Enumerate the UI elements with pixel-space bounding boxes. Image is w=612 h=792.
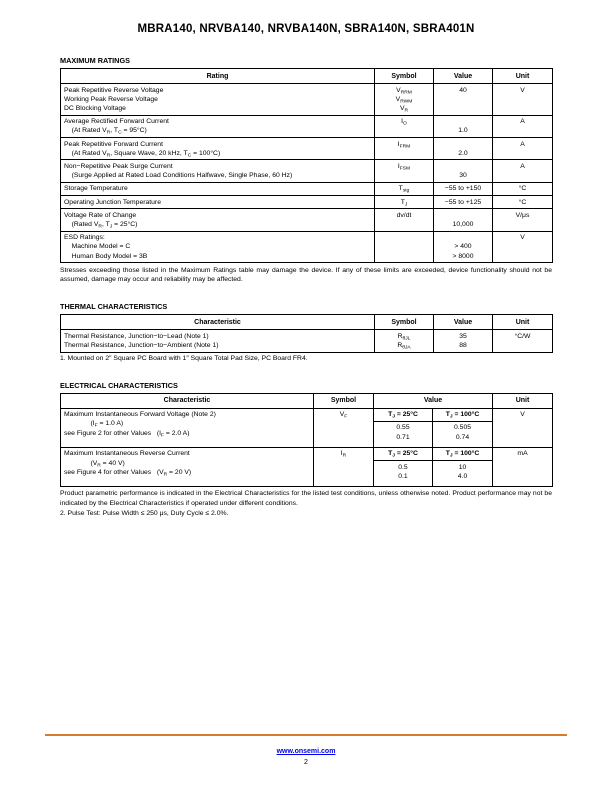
page-title: MBRA140, NRVBA140, NRVBA140N, SBRA140N, SBRA401N bbox=[137, 23, 475, 35]
rating-cell: Peak Repetitive Forward Current (At Rated $V_R$, Square Wave, 20 kHz, $T_C = 100^\circ C$) bbox=[61, 138, 375, 160]
table-row bbox=[61, 330, 553, 352]
table-header-row bbox=[61, 69, 553, 84]
thermal-footnote: 1. Mounted on 2″ Square PC Board with 1″ Square Total Pad Size, PC Board FR4. bbox=[60, 354, 308, 362]
value-cell: 35 88 bbox=[434, 330, 493, 352]
column-header: Unit bbox=[493, 69, 553, 84]
rating-cell: Voltage Rate of Change (Rated $V_R$, $T_J = 25^\circ C$) bbox=[61, 209, 375, 231]
symbol-cell: dv/dt bbox=[375, 209, 434, 231]
symbol-cell: $T_J$ bbox=[375, 196, 434, 209]
symbol-cell: $I_{FSM}$ bbox=[375, 160, 434, 182]
column-header: Symbol bbox=[314, 393, 374, 408]
column-header: Unit bbox=[493, 315, 553, 330]
table-header-row bbox=[61, 315, 553, 330]
unit-cell: mA bbox=[493, 447, 553, 486]
column-header: Symbol bbox=[375, 315, 434, 330]
thermal-characteristics-table bbox=[60, 314, 553, 352]
maximum-ratings-table bbox=[60, 68, 553, 263]
symbol-cell: $R_{\theta JL}$ $R_{\theta JA}$ bbox=[375, 330, 434, 352]
unit-cell: °C bbox=[493, 182, 553, 195]
symbol-cell: $V_{RRM}$ $V_{RWM}$ $V_R$ bbox=[375, 84, 434, 116]
rating-cell: Non−Repetitive Peak Surge Current (Surge Applied at Rated Load Conditions Halfwave, Single Phase, 60 Hz) bbox=[61, 160, 375, 182]
value-cell: 0.5 0.1 bbox=[374, 461, 433, 487]
table-row bbox=[61, 196, 553, 209]
table-row bbox=[61, 408, 553, 421]
unit-cell: °C bbox=[493, 196, 553, 209]
unit-cell: V bbox=[493, 408, 553, 447]
column-header: Value bbox=[434, 315, 493, 330]
column-header: Characteristic bbox=[61, 315, 375, 330]
footer-divider bbox=[45, 734, 567, 736]
table-row bbox=[61, 160, 553, 182]
condition-header-cell: $T_J = 25^\circ C$ bbox=[374, 447, 433, 460]
condition-header-cell: $T_J = 100^\circ C$ bbox=[433, 447, 493, 460]
value-cell: 10,000 bbox=[434, 209, 493, 231]
value-cell: −55 to +125 bbox=[434, 196, 493, 209]
page-content bbox=[60, 0, 552, 518]
symbol-cell: $V_F$ bbox=[314, 408, 374, 447]
table-row bbox=[61, 138, 553, 160]
value-cell: 40 bbox=[434, 84, 493, 116]
rating-cell: Peak Repetitive Reverse Voltage Working Peak Reverse Voltage DC Blocking Voltage bbox=[61, 84, 375, 116]
table-header-row bbox=[61, 393, 553, 408]
table-row bbox=[61, 447, 553, 460]
characteristic-cell: Maximum Instantaneous Reverse Current ($V_R = 40$ V) see Figure 4 for other Values ($V_R = 20$ V) bbox=[61, 447, 314, 486]
value-cell: 30 bbox=[434, 160, 493, 182]
column-header: Symbol bbox=[375, 69, 434, 84]
characteristic-cell: Maximum Instantaneous Forward Voltage (Note 2) ($I_F = 1.0$ A) see Figure 2 for other Values ($I_F = 2.0$ A) bbox=[61, 408, 314, 447]
value-cell: > 400 > 8000 bbox=[434, 231, 493, 263]
unit-cell: A bbox=[493, 115, 553, 137]
onsemi-website-link[interactable]: www.onsemi.com bbox=[276, 747, 336, 755]
page-footer bbox=[45, 734, 567, 767]
column-header: Rating bbox=[61, 69, 375, 84]
unit-cell: V bbox=[493, 231, 553, 263]
symbol-cell: $I_O$ bbox=[375, 115, 434, 137]
table-row bbox=[61, 84, 553, 116]
section-electrical-characteristics bbox=[60, 381, 552, 518]
value-cell: 2.0 bbox=[434, 138, 493, 160]
table-row bbox=[61, 231, 553, 263]
thermal-heading: THERMAL CHARACTERISTICS bbox=[60, 302, 168, 312]
column-header: Unit bbox=[493, 393, 553, 408]
unit-cell: V bbox=[493, 84, 553, 116]
page-number: 2 bbox=[304, 759, 308, 766]
table-row bbox=[61, 182, 553, 195]
rating-cell: Storage Temperature bbox=[61, 182, 375, 195]
symbol-cell bbox=[375, 231, 434, 263]
value-cell: 0.55 0.71 bbox=[374, 421, 433, 447]
rating-cell: ESD Ratings: Machine Model = C Human Body Model = 3B bbox=[61, 231, 375, 263]
symbol-cell: $I_{FRM}$ bbox=[375, 138, 434, 160]
rating-cell: Operating Junction Temperature bbox=[61, 196, 375, 209]
rating-cell: Thermal Resistance, Junction−to−Lead (Note 1) Thermal Resistance, Junction−to−Ambient (Note 1) bbox=[61, 330, 375, 352]
value-cell: −55 to +150 bbox=[434, 182, 493, 195]
unit-cell: A bbox=[493, 138, 553, 160]
column-header: Value bbox=[374, 393, 493, 408]
column-header: Characteristic bbox=[61, 393, 314, 408]
electrical-characteristics-table bbox=[60, 393, 553, 487]
value-cell: 10 4.0 bbox=[433, 461, 493, 487]
unit-cell: A bbox=[493, 160, 553, 182]
value-cell: 0.505 0.74 bbox=[433, 421, 493, 447]
electrical-footnote-2: 2. Pulse Test: Pulse Width ≤ 250 μs, Duty Cycle ≤ 2.0%. bbox=[60, 509, 229, 517]
maximum-ratings-footnote: Stresses exceeding those listed in the Maximum Ratings table may damage the device. If any of these limits are exceeded, device functionality should not be assumed, damage may occur and reliability may be affected. bbox=[60, 266, 552, 283]
section-thermal-characteristics bbox=[60, 302, 552, 363]
section-maximum-ratings bbox=[60, 56, 552, 284]
table-row bbox=[61, 115, 553, 137]
rating-cell: Average Rectified Forward Current (At Rated $V_R$, $T_C = 95^\circ C$) bbox=[61, 115, 375, 137]
condition-header-cell: $T_J = 100^\circ C$ bbox=[433, 408, 493, 421]
value-cell: 1.0 bbox=[434, 115, 493, 137]
unit-cell: V/μs bbox=[493, 209, 553, 231]
unit-cell: °C/W bbox=[493, 330, 553, 352]
symbol-cell: $T_{stg}$ bbox=[375, 182, 434, 195]
symbol-cell: $I_R$ bbox=[314, 447, 374, 486]
condition-header-cell: $T_J = 25^\circ C$ bbox=[374, 408, 433, 421]
electrical-heading: ELECTRICAL CHARACTERISTICS bbox=[60, 380, 178, 390]
electrical-footnote-general: Product parametric performance is indicated in the Electrical Characteristics for the listed test conditions, unless otherwise noted. Product performance may not be indicated by the Electrical Characteristics if operated under different conditions. bbox=[60, 490, 552, 507]
column-header: Value bbox=[434, 69, 493, 84]
table-row bbox=[61, 209, 553, 231]
maximum-ratings-heading: MAXIMUM RATINGS bbox=[60, 56, 130, 65]
